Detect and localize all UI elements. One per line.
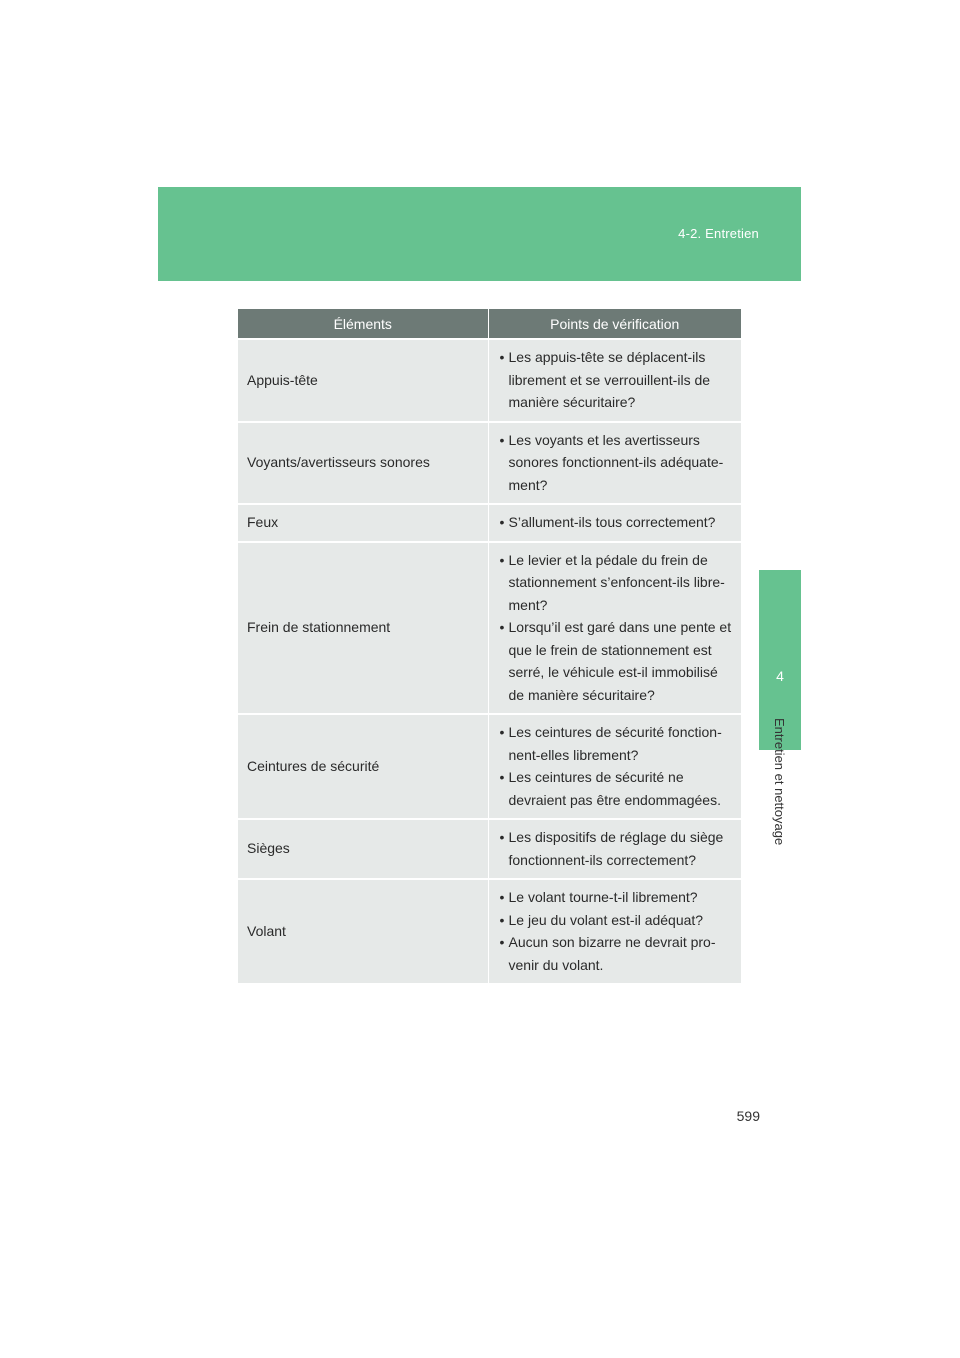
check-point: • Les ceintures de sécurité ne devraient pas être endommagées. — [500, 766, 738, 811]
header-band — [158, 187, 801, 281]
row-points — [488, 879, 741, 983]
row-points — [488, 339, 741, 422]
check-point: • S’allument-ils tous correctement? — [500, 511, 738, 534]
column-header-items: Éléments — [238, 309, 488, 339]
row-item: Feux — [238, 504, 488, 542]
row-points — [488, 819, 741, 879]
row-item: Ceintures de sécurité — [238, 714, 488, 819]
check-point: • Les voyants et les avertisseurs sonores fonctionnent-ils adéquate-ment? — [500, 429, 738, 497]
table-row — [238, 339, 741, 422]
row-item: Voyants/avertisseurs sonores — [238, 422, 488, 505]
row-item: Frein de stationnement — [238, 542, 488, 715]
check-point: • Les appuis-tête se déplacent-ils librement et se verrouillent-ils de manière sécuritaire? — [500, 346, 738, 414]
row-points — [488, 422, 741, 505]
row-points — [488, 714, 741, 819]
table-row — [238, 879, 741, 983]
table-row — [238, 714, 741, 819]
row-points — [488, 542, 741, 715]
table-row — [238, 422, 741, 505]
table-row — [238, 542, 741, 715]
row-item: Appuis-tête — [238, 339, 488, 422]
check-point: • Aucun son bizarre ne devrait pro-venir du volant. — [500, 931, 738, 976]
check-point: • Lorsqu’il est garé dans une pente et que le frein de stationnement est serré, le véhicule est-il immobilisé de manière sécuritaire? — [500, 616, 738, 706]
chapter-title: Entretien et nettoyage — [772, 718, 787, 846]
inspection-table — [238, 309, 741, 983]
check-point: • Le volant tourne-t-il librement? — [500, 886, 738, 909]
row-points — [488, 504, 741, 542]
table-row — [238, 819, 741, 879]
table-header-row — [238, 309, 741, 339]
section-label: 4-2. Entretien — [678, 226, 759, 241]
check-point: • Le jeu du volant est-il adéquat? — [500, 909, 738, 932]
chapter-number: 4 — [776, 668, 784, 684]
row-item: Volant — [238, 879, 488, 983]
check-point: • Le levier et la pédale du frein de stationnement s’enfoncent-ils libre-ment? — [500, 549, 738, 617]
check-point: • Les ceintures de sécurité fonction-nent-elles librement? — [500, 721, 738, 766]
column-header-points: Points de vérification — [488, 309, 741, 339]
check-point: • Les dispositifs de réglage du siège fonctionnent-ils correctement? — [500, 826, 738, 871]
row-item: Sièges — [238, 819, 488, 879]
table-row — [238, 504, 741, 542]
page-number: 599 — [736, 1108, 760, 1124]
